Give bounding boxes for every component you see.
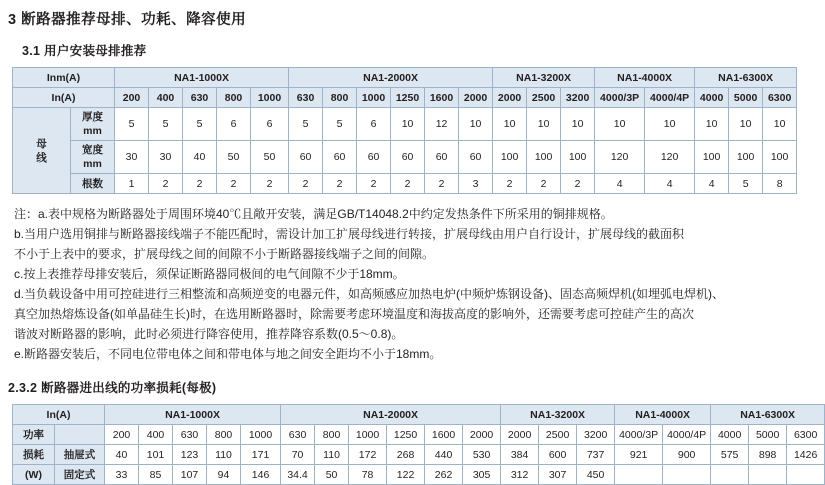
cell: 120 <box>645 141 695 174</box>
cell: 30 <box>115 141 149 174</box>
cell: 2000 <box>463 425 501 445</box>
cell: 78 <box>349 465 387 485</box>
cell: 2 <box>425 174 459 194</box>
cell: 10 <box>729 108 763 141</box>
cell: 2 <box>561 174 595 194</box>
current-cell: 2500 <box>527 88 561 108</box>
inm-header: Inm(A) <box>13 68 115 88</box>
table-row <box>13 141 797 174</box>
cell: 10 <box>527 108 561 141</box>
cell: 60 <box>391 141 425 174</box>
in-header-2: In(A) <box>13 405 105 425</box>
subsection-title-1: 3.1 用户安装母排推荐 <box>22 44 147 58</box>
cell: 12 <box>425 108 459 141</box>
cell: 33 <box>105 465 139 485</box>
cell: 4 <box>695 174 729 194</box>
cell: 5 <box>183 108 217 141</box>
cell: 94 <box>207 465 241 485</box>
current-cell: 1000 <box>251 88 289 108</box>
current-cell: 5000 <box>729 88 763 108</box>
cell: 2 <box>217 174 251 194</box>
subsection-title-2: 2.3.2 断路器进出线的功率损耗(每极) <box>8 381 217 395</box>
cell: 10 <box>493 108 527 141</box>
table-row <box>13 108 797 141</box>
cell: 737 <box>577 445 615 465</box>
current-cell: 4000/4P <box>645 88 695 108</box>
row-label-thickness: 厚度 mm <box>71 108 115 141</box>
cell <box>749 465 787 485</box>
group-header-2: NA1-3200X <box>493 68 595 88</box>
cell: 4000/3P <box>615 425 663 445</box>
cell: 171 <box>241 445 281 465</box>
cell: 100 <box>527 141 561 174</box>
current-cell: 630 <box>183 88 217 108</box>
current-cell: 4000 <box>695 88 729 108</box>
current-cell: 800 <box>323 88 357 108</box>
cell: 1250 <box>387 425 425 445</box>
cell: 4 <box>645 174 695 194</box>
current-cell: 4000/3P <box>595 88 645 108</box>
table-row <box>13 68 797 88</box>
cell: 8 <box>763 174 797 194</box>
cell: 50 <box>217 141 251 174</box>
cell <box>711 465 749 485</box>
note-e: e.断路器安装后，不同电位带电体之间和带电体与地之间安全距均不小于18mm。 <box>14 347 442 361</box>
group2-header-3: NA1-4000X <box>615 405 711 425</box>
cell: 107 <box>173 465 207 485</box>
cell: 60 <box>459 141 493 174</box>
cell: 312 <box>501 465 539 485</box>
cell: 1426 <box>787 445 825 465</box>
cell: 120 <box>595 141 645 174</box>
cell: 101 <box>139 445 173 465</box>
note-d-line2: 真空加热熔炼设备(如单晶硅生长)时，在选用断路器时，除需要考虑环境温度和海拔高度的影响外，还需要考虑可控硅产生的高次 <box>14 307 694 321</box>
cell: 60 <box>425 141 459 174</box>
cell: 200 <box>105 425 139 445</box>
cell: 60 <box>289 141 323 174</box>
note-b-line2: 不小于上表中的要求，扩展母线之间的间隙不小于断路器接线端子之间的间隙。 <box>14 247 435 261</box>
cell: 5 <box>149 108 183 141</box>
cell: 2500 <box>539 425 577 445</box>
cell: 3 <box>459 174 493 194</box>
cell: 70 <box>281 445 315 465</box>
cell: 800 <box>207 425 241 445</box>
current-cell: 400 <box>149 88 183 108</box>
cell: 10 <box>561 108 595 141</box>
cell: 630 <box>281 425 315 445</box>
power-loss-table <box>12 404 825 485</box>
group-header-3: NA1-4000X <box>595 68 695 88</box>
cell: 10 <box>695 108 729 141</box>
cell: 100 <box>695 141 729 174</box>
cell: 6 <box>357 108 391 141</box>
current-cell: 1000 <box>357 88 391 108</box>
cell: 307 <box>539 465 577 485</box>
cell: 4 <box>595 174 645 194</box>
cell: 4000/4P <box>663 425 711 445</box>
cell <box>663 465 711 485</box>
row-label-power: 功率 <box>13 425 55 445</box>
cell: 384 <box>501 445 539 465</box>
current-cell: 1600 <box>425 88 459 108</box>
table-row <box>13 445 825 465</box>
row-label-blank <box>55 425 105 445</box>
cell: 600 <box>539 445 577 465</box>
group2-header-2: NA1-3200X <box>501 405 615 425</box>
cell: 3200 <box>577 425 615 445</box>
cell: 50 <box>251 141 289 174</box>
group-header-0: NA1-1000X <box>115 68 289 88</box>
cell: 450 <box>577 465 615 485</box>
cell: 530 <box>463 445 501 465</box>
cell: 146 <box>241 465 281 485</box>
row-label-count: 根数 <box>71 174 115 194</box>
cell: 800 <box>315 425 349 445</box>
group2-header-4: NA1-6300X <box>711 405 825 425</box>
section-title: 3 断路器推荐母排、功耗、降容使用 <box>8 12 247 28</box>
cell: 400 <box>139 425 173 445</box>
cell: 2 <box>493 174 527 194</box>
cell: 2 <box>289 174 323 194</box>
cell: 5 <box>323 108 357 141</box>
note-c: c.按上表推荐母排安装后，须保证断路器同极间的电气间隙不少于18mm。 <box>14 267 405 281</box>
table-row <box>13 174 797 194</box>
cell: 1000 <box>349 425 387 445</box>
cell: 40 <box>105 445 139 465</box>
cell: 6300 <box>787 425 825 445</box>
current-cell: 800 <box>217 88 251 108</box>
row-label-watt: (W) <box>13 465 55 485</box>
current-cell: 630 <box>289 88 323 108</box>
cell: 268 <box>387 445 425 465</box>
group-header-1: NA1-2000X <box>289 68 493 88</box>
table-row <box>13 465 825 485</box>
cell: 2 <box>527 174 561 194</box>
cell: 630 <box>173 425 207 445</box>
row-label-loss: 损耗 <box>13 445 55 465</box>
current-cell: 2000 <box>493 88 527 108</box>
cell: 1600 <box>425 425 463 445</box>
note-b-line1: b.当用户选用铜排与断路器接线端子不能匹配时，需设计加工扩展母线进行转接，扩展母线由用户自行设计，扩展母线的截面积 <box>14 227 685 241</box>
cell: 50 <box>315 465 349 485</box>
cell: 6 <box>217 108 251 141</box>
current-cell: 1250 <box>391 88 425 108</box>
cell: 100 <box>561 141 595 174</box>
cell: 100 <box>763 141 797 174</box>
cell: 172 <box>349 445 387 465</box>
cell: 305 <box>463 465 501 485</box>
cell: 2 <box>183 174 217 194</box>
cell: 10 <box>763 108 797 141</box>
row-label-width: 宽度 mm <box>71 141 115 174</box>
cell: 898 <box>749 445 787 465</box>
cell: 100 <box>729 141 763 174</box>
cell: 1 <box>115 174 149 194</box>
row-label-fixed: 固定式 <box>55 465 105 485</box>
cell: 440 <box>425 445 463 465</box>
cell: 122 <box>387 465 425 485</box>
current-cell: 2000 <box>459 88 493 108</box>
current-cell: 6300 <box>763 88 797 108</box>
group2-header-1: NA1-2000X <box>281 405 501 425</box>
cell: 5 <box>115 108 149 141</box>
group-header-4: NA1-6300X <box>695 68 797 88</box>
cell: 2 <box>357 174 391 194</box>
cell: 1000 <box>241 425 281 445</box>
cell: 10 <box>595 108 645 141</box>
row-label-drawout: 抽屉式 <box>55 445 105 465</box>
cell: 575 <box>711 445 749 465</box>
busbar-side-label: 母 线 <box>13 108 71 194</box>
cell: 30 <box>149 141 183 174</box>
table-row <box>13 425 825 445</box>
in-header: In(A) <box>13 88 115 108</box>
cell: 2 <box>251 174 289 194</box>
cell: 110 <box>315 445 349 465</box>
document-page <box>0 8 818 481</box>
table-row <box>13 405 825 425</box>
note-a: 注：a.表中规格为断路器处于周围环境40℃且敞开安装，满足GB/T14048.2中约定发热条件下所采用的铜排规格。 <box>14 207 613 221</box>
cell: 4000 <box>711 425 749 445</box>
cell: 2 <box>149 174 183 194</box>
cell: 5000 <box>749 425 787 445</box>
current-cell: 3200 <box>561 88 595 108</box>
group2-header-0: NA1-1000X <box>105 405 281 425</box>
busbar-table <box>12 67 797 194</box>
cell: 900 <box>663 445 711 465</box>
cell: 85 <box>139 465 173 485</box>
cell: 262 <box>425 465 463 485</box>
cell: 123 <box>173 445 207 465</box>
cell: 5 <box>729 174 763 194</box>
note-d-line1: d.当负载设备中用可控硅进行三相整流和高频逆变的电器元件，如高频感应加热电炉(中频炉炼钢设备)、固态高频焊机(如埋弧电焊机)、 <box>14 287 724 301</box>
cell: 2000 <box>501 425 539 445</box>
notes-block <box>14 204 790 364</box>
cell: 60 <box>323 141 357 174</box>
cell: 110 <box>207 445 241 465</box>
cell: 921 <box>615 445 663 465</box>
cell: 60 <box>357 141 391 174</box>
cell: 40 <box>183 141 217 174</box>
cell <box>787 465 825 485</box>
current-cell: 200 <box>115 88 149 108</box>
cell: 5 <box>289 108 323 141</box>
cell <box>615 465 663 485</box>
cell: 10 <box>645 108 695 141</box>
cell: 100 <box>493 141 527 174</box>
table-row <box>13 88 797 108</box>
cell: 6 <box>251 108 289 141</box>
cell: 2 <box>391 174 425 194</box>
note-d-line3: 谐波对断路器的影响，此时必须进行降容使用，推荐降容系数(0.5～0.8)。 <box>14 327 404 341</box>
cell: 34.4 <box>281 465 315 485</box>
cell: 10 <box>391 108 425 141</box>
cell: 2 <box>323 174 357 194</box>
cell: 10 <box>459 108 493 141</box>
